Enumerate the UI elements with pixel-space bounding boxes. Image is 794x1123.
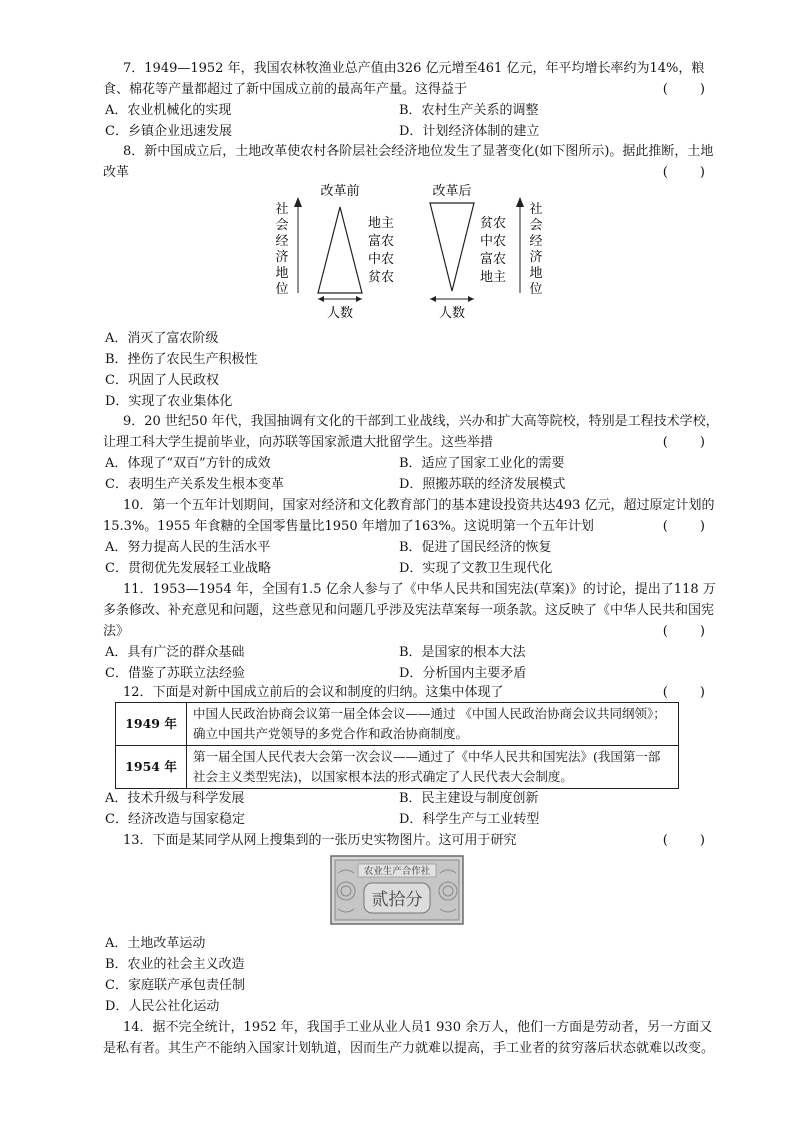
before-class-3: 贫农	[368, 270, 395, 285]
option-c: C．表明生产关系发生根本变革	[105, 477, 284, 492]
option-b: B．是国家的根本大法	[399, 645, 526, 660]
option-b: B．农村生产关系的调整	[399, 103, 539, 118]
meeting-table	[115, 702, 679, 789]
option-b: B．适应了国家工业化的需要	[399, 456, 565, 471]
question-12-options	[103, 788, 719, 830]
option-a: A．农业机械化的实现	[105, 103, 232, 118]
option-a: A．具有广泛的群众基础	[105, 645, 245, 660]
axis-label-right-4: 地	[529, 266, 543, 281]
option-b: B．农业的社会主义改造	[105, 957, 245, 972]
table-text: 第一届全国人民代表大会第一次会议——通过了《中华人民共和国宪法》(我国第一部社会主义类型宪法)，以国家根本法的形式确定了人民代表大会制度。	[187, 746, 679, 789]
question-12-stem: 12．下面是对新中国成立前后的会议和制度的归纳。这集中体现了 ( )	[103, 682, 719, 703]
axis-label-right-0: 社	[529, 202, 543, 217]
after-people-label: 人数	[438, 306, 466, 321]
answer-paren: ( )	[662, 833, 719, 848]
question-9-stem: 9．20 世纪50 年代，我国抽调有文化的干部到工业战线，兴办和扩大高等院校，特别是工程技术学校，让理工科大学生提前毕业，向苏联等国家派遣大批留学生。这些举措 ( )	[103, 411, 719, 453]
before-class-1: 富农	[368, 234, 395, 249]
option-d: D．计划经济体制的建立	[399, 124, 540, 139]
question-8-options	[103, 328, 719, 412]
table-row	[116, 703, 679, 746]
axis-label-right-1: 会	[529, 218, 543, 233]
before-people-label: 人数	[326, 306, 354, 321]
option-c: C．家庭联产承包责任制	[105, 978, 245, 993]
cooperative-workpoint-ticket-image	[330, 855, 464, 925]
option-a: A．消灭了富农阶级	[105, 331, 219, 346]
axis-label-left-2: 经	[275, 234, 289, 249]
axis-label-left-0: 社	[275, 202, 289, 217]
option-b: B．挫伤了农民生产积极性	[105, 352, 258, 367]
after-triangle	[430, 203, 474, 291]
after-class-2: 富农	[480, 252, 507, 267]
answer-paren: ( )	[662, 624, 719, 639]
option-c: C．借鉴了苏联立法经验	[105, 666, 245, 681]
option-a: A．体现了“双百”方针的成效	[105, 456, 271, 471]
option-a: A．努力提高人民的生活水平	[105, 540, 271, 555]
option-a: A．技术升级与科学发展	[105, 791, 245, 806]
question-13-options	[103, 933, 719, 1017]
option-d: D．实现了文教卫生现代化	[399, 561, 553, 576]
before-title: 改革前	[320, 184, 360, 199]
answer-paren: ( )	[662, 165, 719, 180]
option-d: D．科学生产与工业转型	[399, 812, 540, 827]
option-c: C．经济改造与国家稳定	[105, 812, 245, 827]
answer-paren: ( )	[662, 435, 719, 450]
option-a: A．土地改革运动	[105, 936, 206, 951]
before-triangle	[318, 207, 362, 293]
axis-label-left-1: 会	[275, 218, 289, 233]
question-7-options	[103, 100, 719, 142]
question-8-stem: 8．新中国成立后，土地改革使农村各阶层社会经济地位发生了显著变化(如下图所示)。据此推断，土地改革 ( )	[103, 141, 719, 183]
after-title: 改革后	[432, 184, 472, 199]
option-c: C．乡镇企业迅速发展	[105, 124, 232, 139]
option-c: C．巩固了人民政权	[105, 373, 219, 388]
option-d: D．分析国内主要矛盾	[399, 666, 527, 681]
question-11-options	[103, 642, 719, 684]
table-row	[116, 746, 679, 789]
axis-label-right-5: 位	[529, 282, 543, 297]
before-class-0: 地主	[368, 216, 395, 231]
table-text: 中国人民政治协商会议第一届全体会议——通过 《中国人民政治协商会议共同纲领》；确立中国共产党领导的多党合作和政治协商制度。	[187, 703, 679, 746]
axis-label-right-2: 经	[529, 234, 543, 249]
axis-label-right-3: 济	[529, 250, 543, 265]
question-7-stem: 7．1949—1952 年，我国农林牧渔业总产值由326 亿元增至461 亿元，年平均增长率约为14%，粮食、棉花等产量都超过了新中国成立前的最高年产量。这得益于 ( )	[103, 58, 719, 100]
axis-label-left-4: 地	[275, 266, 289, 281]
question-13-stem: 13．下面是某同学从网上搜集到的一张历史实物图片。这可用于研究 ( )	[103, 830, 719, 851]
before-class-2: 中农	[368, 252, 395, 267]
axis-label-left-3: 济	[275, 250, 289, 265]
option-b: B．民主建设与制度创新	[399, 791, 539, 806]
answer-paren: ( )	[662, 82, 719, 97]
question-10-options	[103, 537, 719, 579]
land-reform-diagram	[268, 181, 558, 321]
question-10-stem: 10．第一个五年计划期间，国家对经济和文化教育部门的基本建设投资共达493 亿元，超过原定计划的15.3%。1955 年食糖的全国零售量比1950 年增加了163%。这说明第一个五年计划 ( )	[103, 495, 719, 537]
ticket-center-text: 贰拾分	[371, 890, 423, 910]
option-d: D．照搬苏联的经济发展模式	[399, 477, 566, 492]
question-11-stem: 11．1953—1954 年，全国有1.5 亿余人参与了《中华人民共和国宪法(草案)》的讨论，提出了118 万多条修改、补充意见和问题，这些意见和问题几乎涉及宪法草案每一项条款。这反映了《中华人民共和国宪法》 ( )	[103, 579, 719, 642]
answer-paren: ( )	[662, 685, 719, 700]
ticket-top-text: 农业生产合作社	[363, 866, 431, 877]
table-year: 1949 年	[116, 703, 187, 746]
after-class-3: 地主	[480, 270, 507, 285]
axis-label-left-5: 位	[275, 282, 289, 297]
after-class-0: 贫农	[480, 216, 507, 231]
option-b: B．促进了国民经济的恢复	[399, 540, 552, 555]
table-year: 1954 年	[116, 746, 187, 789]
option-d: D．人民公社化运动	[105, 999, 220, 1014]
answer-paren: ( )	[662, 519, 719, 534]
option-c: C．贯彻优先发展轻工业战略	[105, 561, 271, 576]
after-class-1: 中农	[480, 234, 507, 249]
option-d: D．实现了农业集体化	[105, 394, 233, 409]
question-14-stem: 14．据不完全统计，1952 年，我国手工业从业人员1 930 余万人，他们一方面是劳动者，另一方面又是私有者。其生产不能纳入国家计划轨道，因而生产力就难以提高，手工业者的贫穷落后状态就难以改变。	[103, 1020, 715, 1056]
question-9-options	[103, 453, 719, 495]
